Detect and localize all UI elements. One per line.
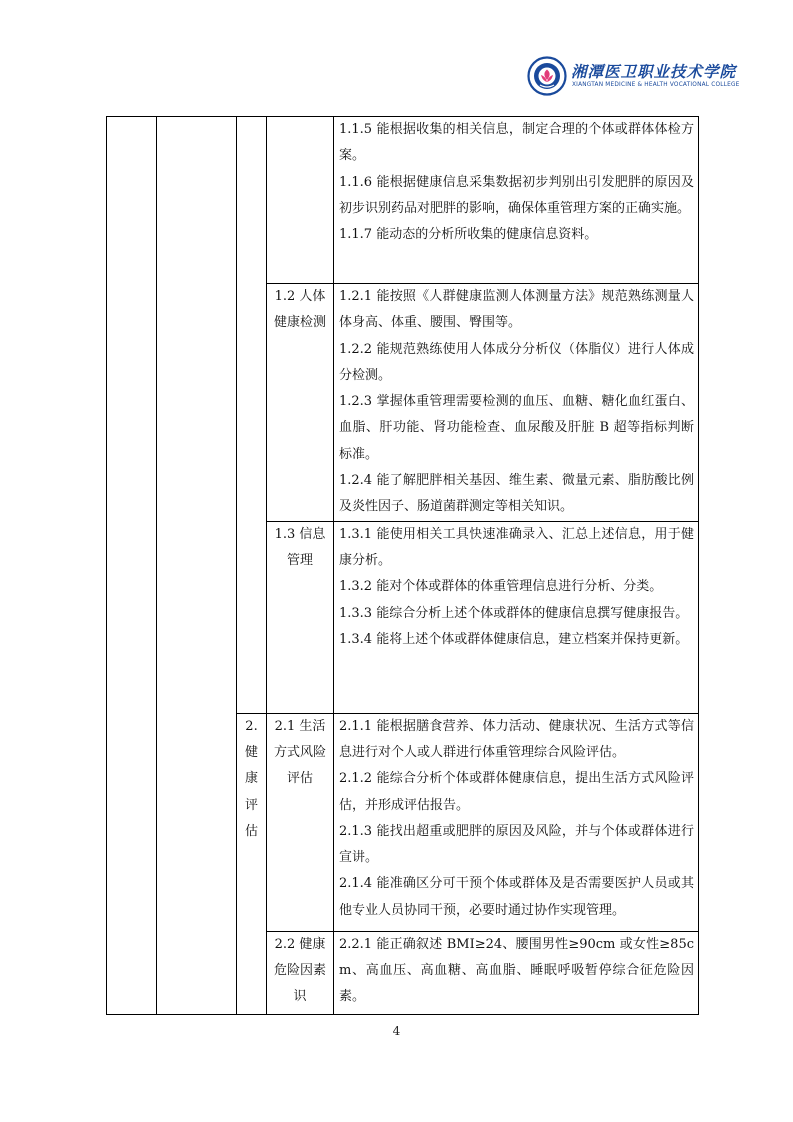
skill-item: 1.3.2 能对个体或群体的体重管理信息进行分析、分类。	[339, 579, 663, 595]
sub-item-cell	[267, 521, 334, 713]
skill-item: 1.3.1 能使用相关工具快速准确录入、汇总上述信息，用于健康分析。	[339, 526, 694, 568]
skill-item: 1.2.2 能规范熟练使用人体成分分析仪（体脂仪）进行人体成分检测。	[339, 341, 694, 383]
college-logo	[527, 56, 740, 96]
table-row	[107, 117, 699, 284]
sub-item-cell	[267, 713, 334, 931]
skill-item: 2.1.2 能综合分析个体或群体健康信息，提出生活方式风险评估，并形成评估报告。	[339, 771, 694, 813]
module-label: 2. 健康评估	[244, 718, 258, 839]
skill-item: 2.1.1 能根据膳食营养、体力活动、健康状况、生活方式等信息进行对个人或人群进行体重管理综合风险评估。	[339, 718, 694, 760]
skill-requirements-cell	[334, 521, 699, 713]
skill-item: 1.1.7 能动态的分析所收集的健康信息资料。	[339, 227, 598, 243]
college-seal-icon	[527, 56, 567, 96]
skill-item: 1.1.6 能根据健康信息采集数据初步判别出引发肥胖的原因及初步识别药品对肥胖的影响，确保体重管理方案的正确实施。	[339, 174, 694, 216]
sub-item-cell	[267, 117, 334, 284]
skill-item: 1.3.3 能综合分析上述个体或群体的健康信息撰写健康报告。	[339, 605, 689, 621]
skill-requirements-cell	[334, 284, 699, 522]
skill-item: 2.1.4 能准确区分可干预个体或群体及是否需要医护人员或其他专业人员协同干预，必要时通过协作实现管理。	[339, 876, 694, 918]
module-cell	[237, 117, 267, 714]
skill-item: 2.1.3 能找出超重或肥胖的原因及风险，并与个体或群体进行宣讲。	[339, 823, 694, 866]
sub-item-label: 2.2 健康危险因素识	[273, 936, 326, 1005]
sub-item-cell	[267, 931, 334, 1014]
sub-item-cell	[267, 284, 334, 522]
skill-requirements-cell	[334, 713, 699, 931]
college-name-cn: 湘潭医卫职业技术学院	[571, 62, 737, 81]
competency-table	[106, 116, 699, 1015]
skill-item: 2.2.1 能正确叙述 BMI≥24、腰围男性≥90cm 或女性≥85cm、高血压、高血糖、高血脂、睡眠呼吸暂停综合征危险因素。	[339, 936, 694, 1005]
module-cell	[237, 713, 267, 1014]
skill-item: 1.2.1 能按照《人群健康监测人体测量方法》规范熟练测量人体身高、体重、腰围、臀围等。	[339, 289, 694, 331]
skill-item: 1.3.4 能将上述个体或群体健康信息，建立档案并保持更新。	[339, 631, 689, 647]
sub-item-label: 1.2 人体健康检测	[273, 289, 326, 331]
sub-item-label: 1.3 信息管理	[274, 526, 326, 568]
occupation-cell	[107, 117, 157, 1015]
sub-item-label: 2.1 生活方式风险评估	[273, 718, 326, 787]
college-name-en: XIANGTAN MEDICINE & HEALTH VOCATIONAL COLLEGE	[572, 82, 740, 88]
skill-requirements-cell	[334, 931, 699, 1014]
skill-item: 1.2.4 能了解肥胖相关基因、维生素、微量元素、脂肪酸比例及炎性因子、肠道菌群测定等相关知识。	[339, 473, 694, 515]
skill-item: 1.1.5 能根据收集的相关信息，制定合理的个体或群体体检方案。	[339, 122, 694, 164]
skill-item: 1.2.3 掌握体重管理需要检测的血压、血糖、糖化血红蛋白、血脂、肝功能、肾功能检查、血尿酸及肝脏 B 超等指标判断标准。	[339, 394, 694, 462]
work-content-cell	[157, 117, 237, 1015]
page-number: 4	[392, 1024, 401, 1038]
skill-requirements-cell	[334, 117, 699, 284]
